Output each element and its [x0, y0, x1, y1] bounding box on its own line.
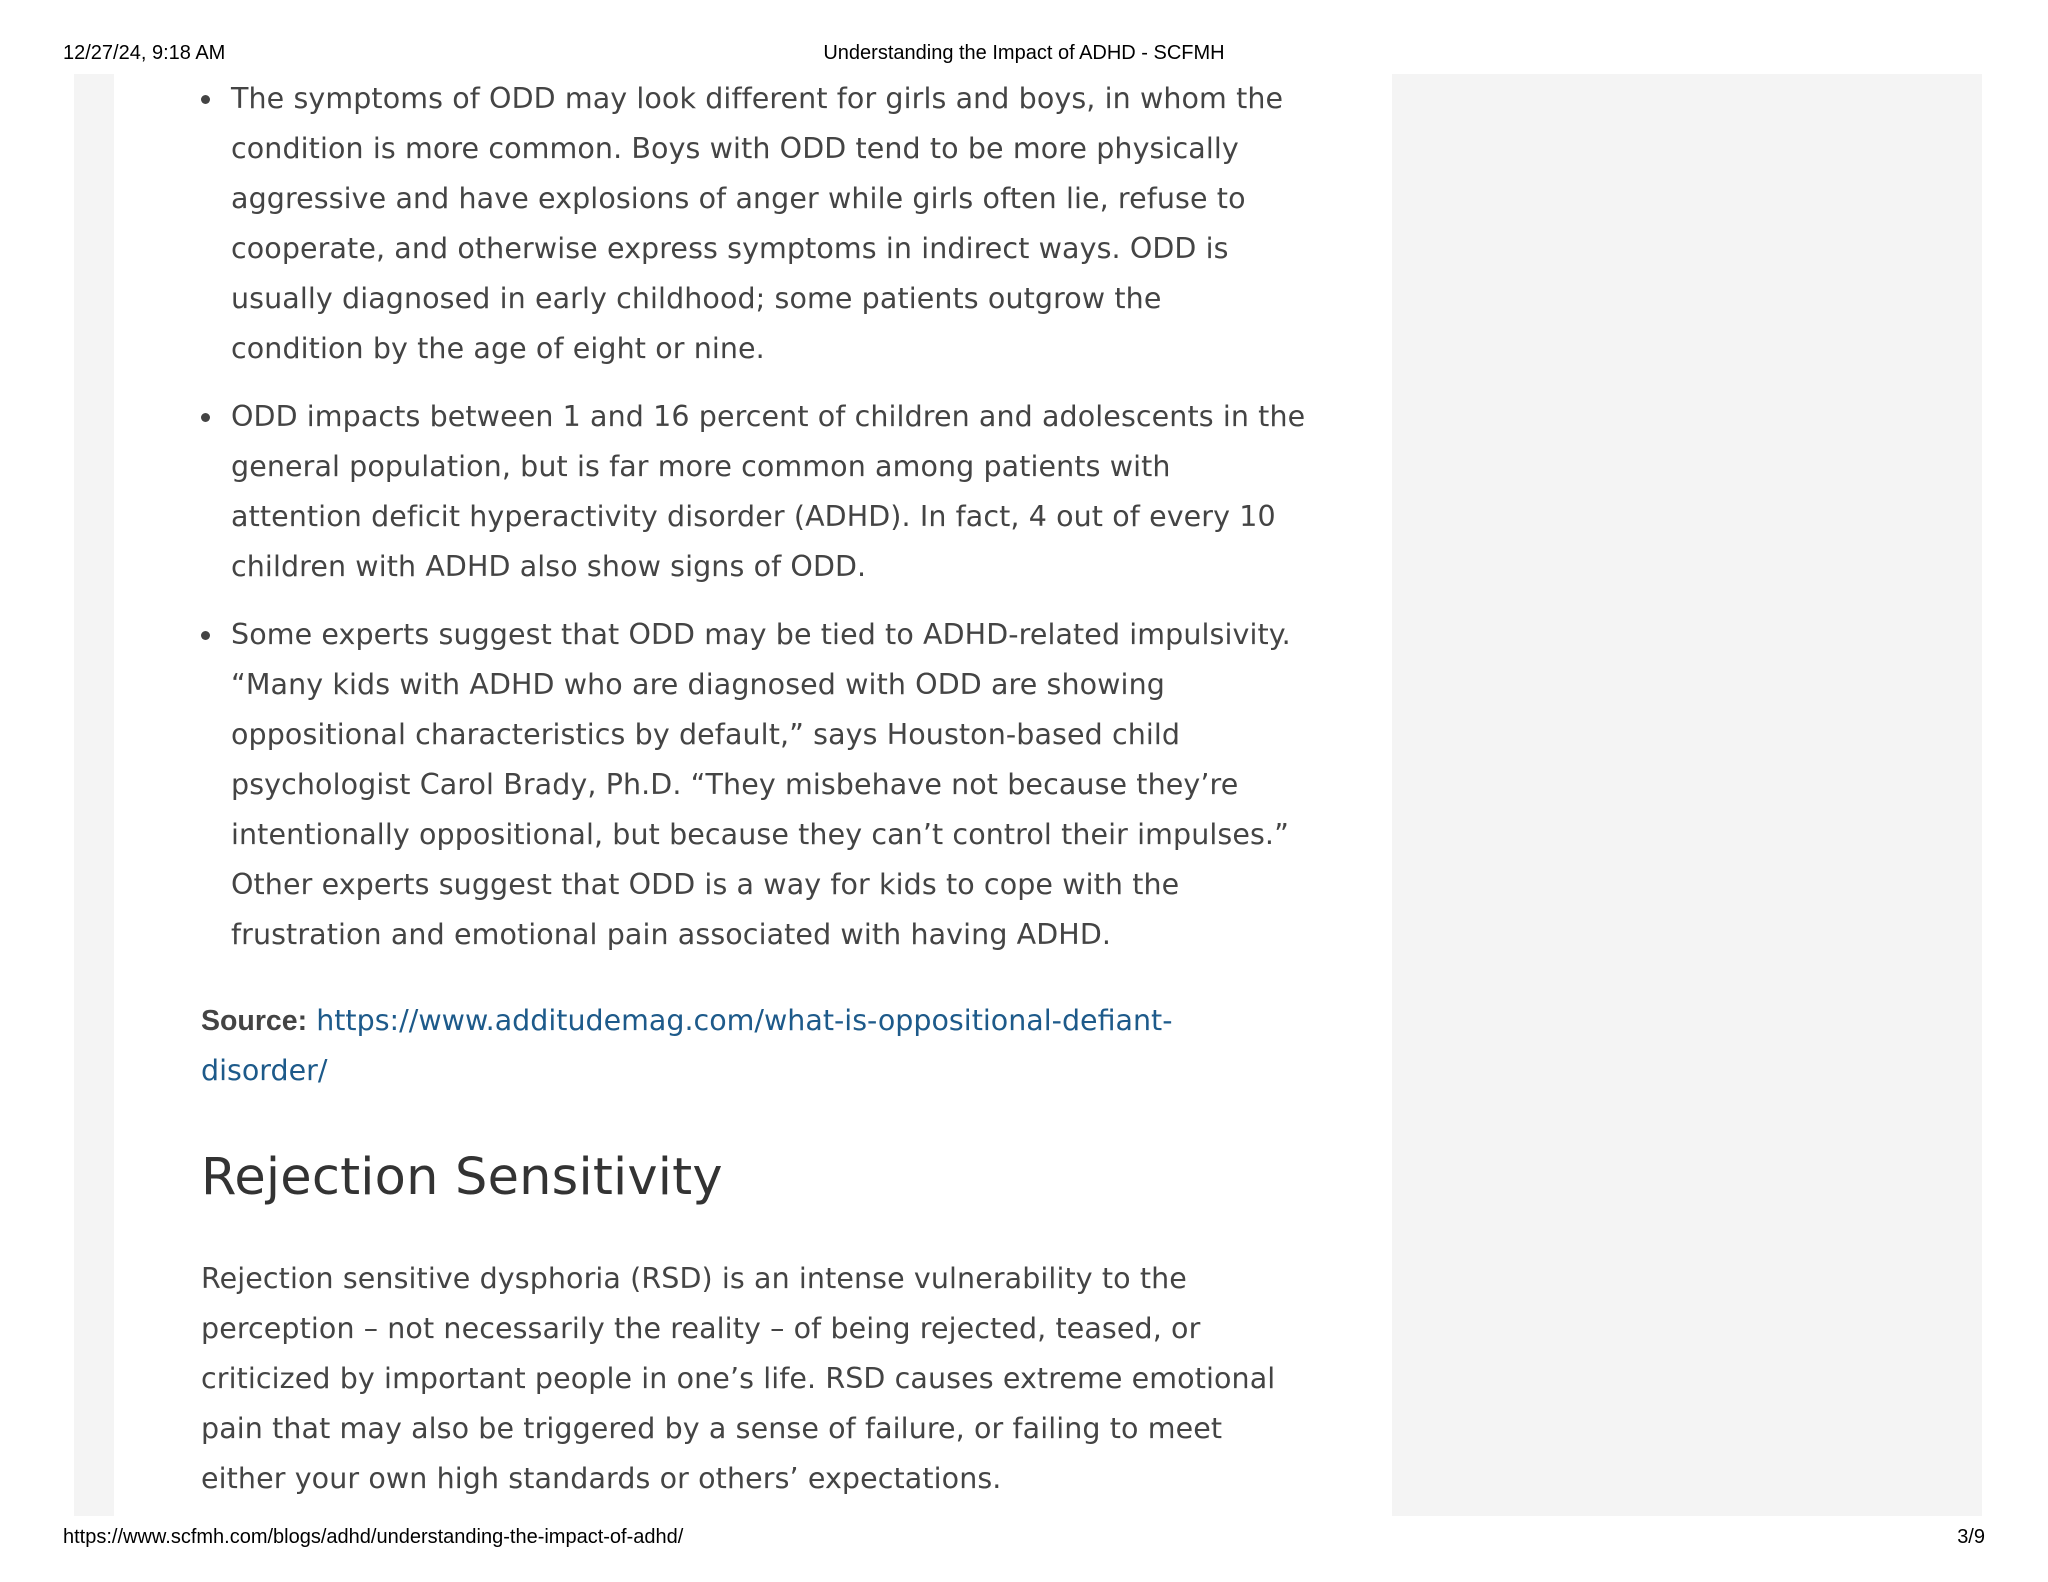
bullet-dot-icon: [201, 631, 210, 640]
source-link-line: disorder/: [201, 1054, 328, 1087]
paragraph-line: criticized by important people in one’s life. RSD causes extreme emotional: [201, 1362, 1276, 1395]
bullet-line: Some experts suggest that ODD may be tied to ADHD-related impulsivity.: [231, 618, 1291, 651]
bullet-line: frustration and emotional pain associated with having ADHD.: [231, 918, 1112, 951]
paragraph-line: pain that may also be triggered by a sense of failure, or failing to meet: [201, 1412, 1223, 1445]
article-column: [114, 74, 1392, 1516]
bullet-line: children with ADHD also show signs of ODD.: [231, 550, 867, 583]
bullet-dot-icon: [201, 413, 210, 422]
print-page-title: Understanding the Impact of ADHD - SCFMH: [823, 42, 1225, 64]
bullet-dot-icon: [201, 95, 210, 104]
source-link-line: https://www.additudemag.com/what-is-oppositional-defiant-: [316, 1004, 1173, 1037]
source-label: Source:: [201, 1005, 308, 1037]
list-item: [201, 392, 1331, 592]
bullet-line: “Many kids with ADHD who are diagnosed with ODD are showing: [231, 668, 1165, 701]
bullet-line: condition is more common. Boys with ODD tend to be more physically: [231, 132, 1239, 165]
list-item: [201, 74, 1331, 374]
bullet-line: ODD impacts between 1 and 16 percent of children and adolescents in the: [231, 400, 1306, 433]
print-datetime: 12/27/24, 9:18 AM: [63, 42, 226, 64]
bullet-line: Other experts suggest that ODD is a way for kids to cope with the: [231, 868, 1180, 901]
bullet-line: attention deficit hyperactivity disorder (ADHD). In fact, 4 out of every 10: [231, 500, 1276, 533]
source-citation: [201, 996, 1331, 1096]
page-frame: [74, 74, 1982, 1516]
article-content: [201, 74, 1331, 1504]
source-link[interactable]: [201, 1004, 1173, 1087]
print-page-number: 3/9: [1957, 1526, 1985, 1548]
section-heading: Rejection Sensitivity: [201, 1148, 723, 1207]
print-footer: [63, 1524, 1985, 1550]
bullet-line: oppositional characteristics by default,” says Houston-based child: [231, 718, 1181, 751]
bullet-list: [201, 74, 1331, 960]
bullet-line: usually diagnosed in early childhood; some patients outgrow the: [231, 282, 1162, 315]
bullet-line: aggressive and have explosions of anger while girls often lie, refuse to: [231, 182, 1246, 215]
bullet-line: general population, but is far more common among patients with: [231, 450, 1171, 483]
list-item: [201, 610, 1331, 960]
paragraph-line: either your own high standards or others’ expectations.: [201, 1462, 1002, 1495]
print-header: [63, 40, 1985, 66]
paragraph-line: perception – not necessarily the reality – of being rejected, teased, or: [201, 1312, 1201, 1345]
bullet-line: psychologist Carol Brady, Ph.D. “They misbehave not because they’re: [231, 768, 1239, 801]
bullet-line: The symptoms of ODD may look different for girls and boys, in whom the: [231, 82, 1284, 115]
paragraph-line: Rejection sensitive dysphoria (RSD) is an intense vulnerability to the: [201, 1262, 1187, 1295]
bullet-line: condition by the age of eight or nine.: [231, 332, 765, 365]
print-url: https://www.scfmh.com/blogs/adhd/understanding-the-impact-of-adhd/: [63, 1526, 684, 1548]
paragraph: [201, 1254, 1331, 1504]
bullet-line: cooperate, and otherwise express symptoms in indirect ways. ODD is: [231, 232, 1229, 265]
bullet-line: intentionally oppositional, but because they can’t control their impulses.”: [231, 818, 1289, 851]
